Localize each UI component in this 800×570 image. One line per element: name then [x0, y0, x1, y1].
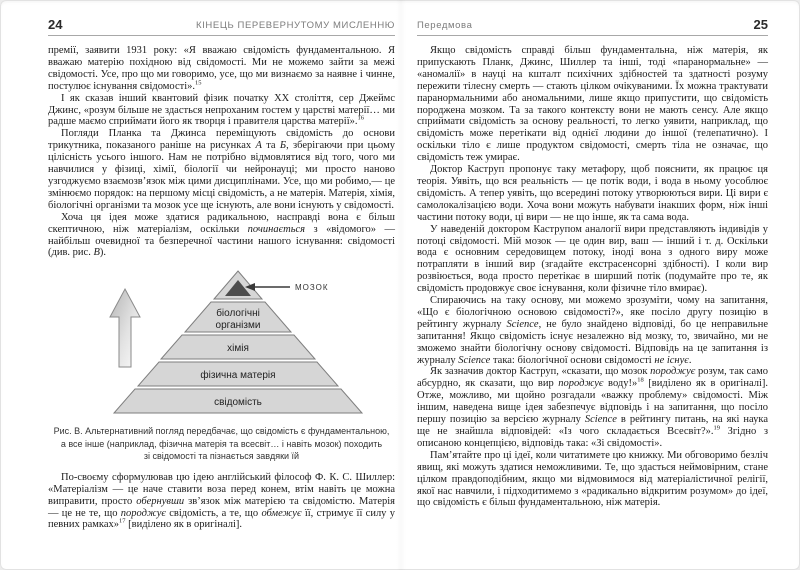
text-run: Доктор Каструп пропонує таку метафору, щоб пояснити, як працює ця теорія. Уявіть, що вся реальність — це потік води, і вода в ньому уособлює свідомість. А тепер уявіть, що всередині потоку утворюються вири. Ці вири є самолокалізацією води. Хоча вони можуть набувати інакших форм, ніж інші частини потоку води, ці вири — не що інше, як та сама вода. — [417, 164, 768, 223]
right-running-head: Передмова — [417, 20, 473, 31]
figure-caption-line: зі свідомості та пізнається завдяки їй — [143, 451, 300, 462]
left-page-header — [48, 18, 395, 36]
text-run: По-своєму сформулював цю ідею англійський філософ Ф. К. С. Шиллер: «Матеріалізм — це наче ставити воза перед конем, втім навіть це можна виправити, просто — [48, 471, 395, 507]
emphasis-text: породжує — [120, 507, 166, 519]
emphasis-text: починається — [247, 223, 306, 235]
text-run: Спираючись на таку основу, ми можемо зрозуміти, чому на запитання, «Що є біологічною основою свідомості?», яке посіло другу позицію в рейтингу журналу — [417, 295, 768, 330]
footnote-ref: 15 — [195, 79, 202, 87]
paragraph — [48, 212, 395, 260]
text-run: така: біологічної основи свідомості — [490, 354, 655, 366]
left-page-number: 24 — [48, 17, 63, 32]
emphasis-text: обмежує — [261, 507, 302, 519]
paragraph — [417, 164, 768, 224]
text-run: І як сказав інший квантовий фізик початку XX століття, сер Джеймс Джинс, «розум більше не здасться непроханим гостем у царстві матерії… ми радше маємо сприймати його як творця і правителя царства матерії». — [48, 92, 395, 128]
text-run: , не було знайдено відповіді, бо це неправильне запитання! Якщо свідомість існує незалежно від мозку, то, звичайно, ми не зможемо знайти біологічну основу свідомості. Відповідь на це запитання із журналу — [417, 318, 768, 366]
emphasis-text: обернувши — [136, 495, 185, 507]
right-page-number: 25 — [753, 17, 768, 32]
footnote-ref: 16 — [357, 114, 364, 122]
paragraph — [417, 45, 768, 164]
text-run: в рейтингу питань, на які наука ще не знайшла відповідей: «Із чого складається Всесвіт?». — [417, 414, 769, 437]
text-run: Згідно з описаною концепцією, відповідь така: «Зі свідомості». — [417, 426, 768, 449]
emphasis-text: Science — [458, 354, 491, 366]
text-run: [виділено як в оригіналі]. Отже, можливо, ми щойно розгадали «важку проблему» свідомості. Між іншим, наведена вище ідея забезпечує відповідь і на запитання, що посіло першу позицію за версією журналу — [417, 378, 768, 426]
figure-caption-line: а все інше (наприклад, фізична матерія та всесвіт… і навіть мозок) походить — [60, 438, 383, 449]
text-run: розум, так само абсурдно, як сказати, що вир — [417, 366, 768, 390]
emphasis-text: В — [93, 247, 100, 259]
text-run: ). — [99, 247, 106, 259]
paragraph — [417, 224, 768, 295]
left-body-text-top — [48, 45, 395, 259]
emphasis-text: породжує — [650, 366, 696, 378]
emphasis-text: А — [255, 140, 262, 152]
pyramid-diagram — [48, 269, 395, 419]
emphasis-text: Science — [506, 318, 539, 330]
figure-caption — [48, 425, 395, 463]
pyramid-label-consciousness: свідомість — [214, 397, 262, 409]
paragraph — [48, 128, 395, 211]
text-run: , зберігаючи при цьому цілісність усього іншого. Нам не потрібно відмовлятися від того, чого ми навчилися у фізиці, хімії, біології чи нейронауці; ми просто наново узгоджуємо взаємозв’язок між цими дисциплінами. Усе, що ми робимо,— це змінюємо порядок: на першому місці свідомість, а не матерія. Матерія, хімія, біологічні організми та мозок усе ще існують, але вони існують у свідомості. — [48, 140, 395, 211]
brain-label: МОЗОК — [295, 283, 329, 293]
footnote-ref: 18 — [637, 376, 644, 384]
pyramid-label-chemistry: хімія — [227, 343, 249, 355]
paragraph — [417, 295, 768, 366]
pyramid-label-matter: фізична матерія — [200, 370, 276, 382]
paragraph — [48, 45, 395, 93]
pyramid-label-bio-line2: організми — [215, 320, 261, 332]
paragraph — [417, 366, 768, 449]
text-run: [виділено як в оригіналі]. — [125, 519, 242, 531]
footnote-ref: 19 — [713, 424, 721, 432]
left-body-text-bottom — [48, 472, 395, 532]
pyramid-label-bio-line1: біологічні — [216, 308, 260, 320]
paragraph — [48, 472, 395, 532]
text-run: зв’язок між матерією та свідомістю. Матерія — це не те, що — [48, 495, 395, 519]
right-page-header — [417, 18, 768, 36]
emphasis-text: Б — [279, 140, 287, 152]
text-run: У наведеній доктором Каструпом аналогії вири представляють індивідів у потоці свідомості. Мій мозок — це один вир, ваш — інший і т. д. Оскільки вода є основним середовищем потоку, іноді вона з одного виру може потрапляти в інший вир (згадайте екстрасенсорні здібності). І коли вир розвіюється, вода просто перетікає в ширший потік (подумайте про те, як свідомість продовжує своє існування, коли фізичне тіло вмирає). — [417, 223, 768, 295]
text-run: премії, заявити 1931 року: «Я вважаю свідомість фундаментальною. Я вважаю матерію похідною від свідомості. Ми не можемо зайти за межі свідомості. Усе, про що ми говоримо, усе, що ми визнаємо за наявне і чинне, постулює існування свідомості». — [48, 45, 395, 92]
paragraph — [48, 93, 395, 129]
left-running-head: КІНЕЦЬ ПЕРЕВЕРНУТОМУ МИСЛЕННЮ — [196, 20, 395, 31]
text-run: Пам’ятайте про ці ідеї, коли читатимете цю книжку. Ми обговоримо безліч явищ, які можуть здатися неможливими. Те, що здасться неймовірним, стане цілком правдоподібним, якщо ми відмовимося від матеріалістичної релігії, якої нас навчили, і підходитимемо з «радикально відкритим розумом» до ідеї, що свідомість є більш фундаментальною, ніж матерія. — [417, 449, 768, 509]
emphasis-text: не існує — [654, 354, 689, 366]
text-run: . — [688, 354, 692, 366]
page-gutter — [396, 0, 406, 570]
text-run: її, стримує її силу у певних рамках» — [48, 507, 395, 531]
text-run: Як зазначив доктор Каструп, «сказати, що мозок — [430, 366, 651, 378]
emphasis-text: Science — [584, 414, 617, 426]
right-body-text — [417, 45, 768, 509]
footnote-ref: 17 — [119, 517, 126, 525]
text-run: Хоча ця ідея може здатися радикальною, насправді вона є більш скептичною, ніж матеріалізм, оскільки — [48, 211, 395, 235]
left-page — [48, 18, 395, 531]
figure-caption-line: Рис. В. Альтернативний погляд передбачає, що свідомість є фундаментальною, — [53, 426, 390, 437]
text-run: Погляди Планка та Джинса переміщують свідомість до основи трикутника, показаного раніше на рисунках — [48, 128, 395, 152]
text-run: та — [261, 140, 280, 152]
emphasis-text: породжує — [558, 378, 604, 390]
figure-pyramid — [48, 269, 395, 463]
text-run: з «відомого» — найбільш очевидної та безперечної частини нашого існування: свідомості (див. рис. — [48, 223, 395, 259]
paragraph — [417, 450, 768, 510]
text-run: свідомість, а те, що — [165, 507, 262, 519]
up-arrow-icon — [110, 289, 140, 367]
right-page — [417, 18, 768, 509]
text-run: воду!» — [603, 378, 638, 390]
text-run: Якщо свідомість справді більш фундаментальна, ніж матерія, як припускають Планк, Джинс, Шиллер та інші, тоді «паранормальне» — «аномалії» в науці на кшталт психічних здібностей та здатності розуму пережити тілесну смерть — стають цілком очікуваними. Їх можна трактувати паранормальними або аномальними, лише якщо припустити, що свідомість породжена мозком. Та за такого контексту вони не мають сенсу. Але якщо сприймати свідомість за основу реальності, то легко уявити, наприклад, що свідомість може перетікати від однієї людини до іншої (телепатично). І оскільки тіло є лише продуктом свідомості, смерть тіла не означає, що свідомість теж умирає. — [417, 45, 768, 164]
